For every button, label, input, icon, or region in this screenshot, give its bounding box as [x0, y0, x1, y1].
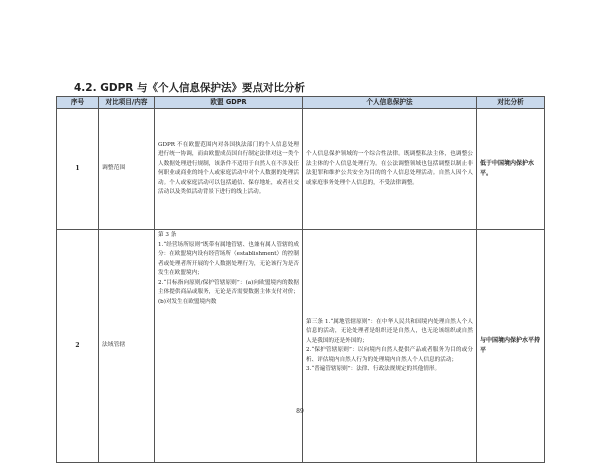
row-number: 2: [57, 230, 99, 463]
gdpr-line: 1.“经营场所原则”既带有属地管辖、也兼有属人管辖的成分：在欧盟境内设有经营场所（establishment）的控制者或处理者所开展的个人数据处理行为，无论该行为是否发生在欧盟境内；: [158, 241, 299, 277]
pipl-cell: 个人信息保护领域的一个综合性法律。既调整私法主体，也调整公法主体的个人信息处理行为。在公法调整领域也包括调整以制止非法犯罪和维护公共安全为目的的个人信息处理活动。自然人因个人或家庭事务处理个人信息的，不受法律调整。: [303, 109, 477, 230]
header-gdpr: 欧盟 GDPR: [155, 97, 303, 109]
table-header-row: [57, 97, 545, 109]
table-row: [57, 230, 545, 463]
section-title: 4.2. GDPR 与《个人信息保护法》要点对比分析: [74, 82, 306, 94]
row-item: 调整范围: [99, 109, 155, 230]
pipl-cell: [303, 230, 477, 463]
gdpr-cell: GDPR 不在欧盟范围内对各国执法部门的个人信息处理进行统一协调，而由欧盟成员国自行制定法律对这一类个人数据处理进行规制，该条件不适用于自然人在不涉及任何职业或商业的纯个人或家庭活动中对个人数据的处理活动。个人或家庭活动可以包括通信、保存地址，或者社交活动以及类似活动背景下进行的线上活动。: [155, 109, 303, 230]
pipl-line: 第三条 1.“属地管辖原则”：在中华人民共和国境内处理自然人个人信息的活动，无论处理者是组织还是自然人，也无论该组织或自然人是我国的还是外国的；: [306, 318, 473, 344]
pipl-line: 3.“普遍管辖原则”：法律、行政法规规定的其他情形。: [306, 366, 441, 373]
header-analysis: 对比分析: [477, 97, 545, 109]
header-no: 序号: [57, 97, 99, 109]
gdpr-line: 2.“目标指向原则/保护管辖原则”：(a)向欧盟境内的数据主体提供商品或服务，无论是否需要数据主体支付对价；(b)对发生在欧盟境内数: [158, 279, 299, 305]
row-number: 1: [57, 109, 99, 230]
analysis-cell: 低于中国境内保护水平。: [477, 109, 545, 230]
gdpr-cell: [155, 230, 303, 463]
analysis-cell: 与中国境内保护水平持平: [477, 230, 545, 463]
pipl-line: 2.“保护管辖原则”：以向境内自然人提供产品或者服务为目的或分析、评估境内自然人行为的处理境内自然人个人信息的活动；: [306, 347, 473, 363]
page-number: 89: [296, 408, 304, 415]
table-row: [57, 109, 545, 230]
row-item: 法域管辖: [99, 230, 155, 463]
header-pipl: 个人信息保护法: [303, 97, 477, 109]
header-item: 对比项目/内容: [99, 97, 155, 109]
gdpr-line: 第 3 条: [158, 232, 177, 239]
